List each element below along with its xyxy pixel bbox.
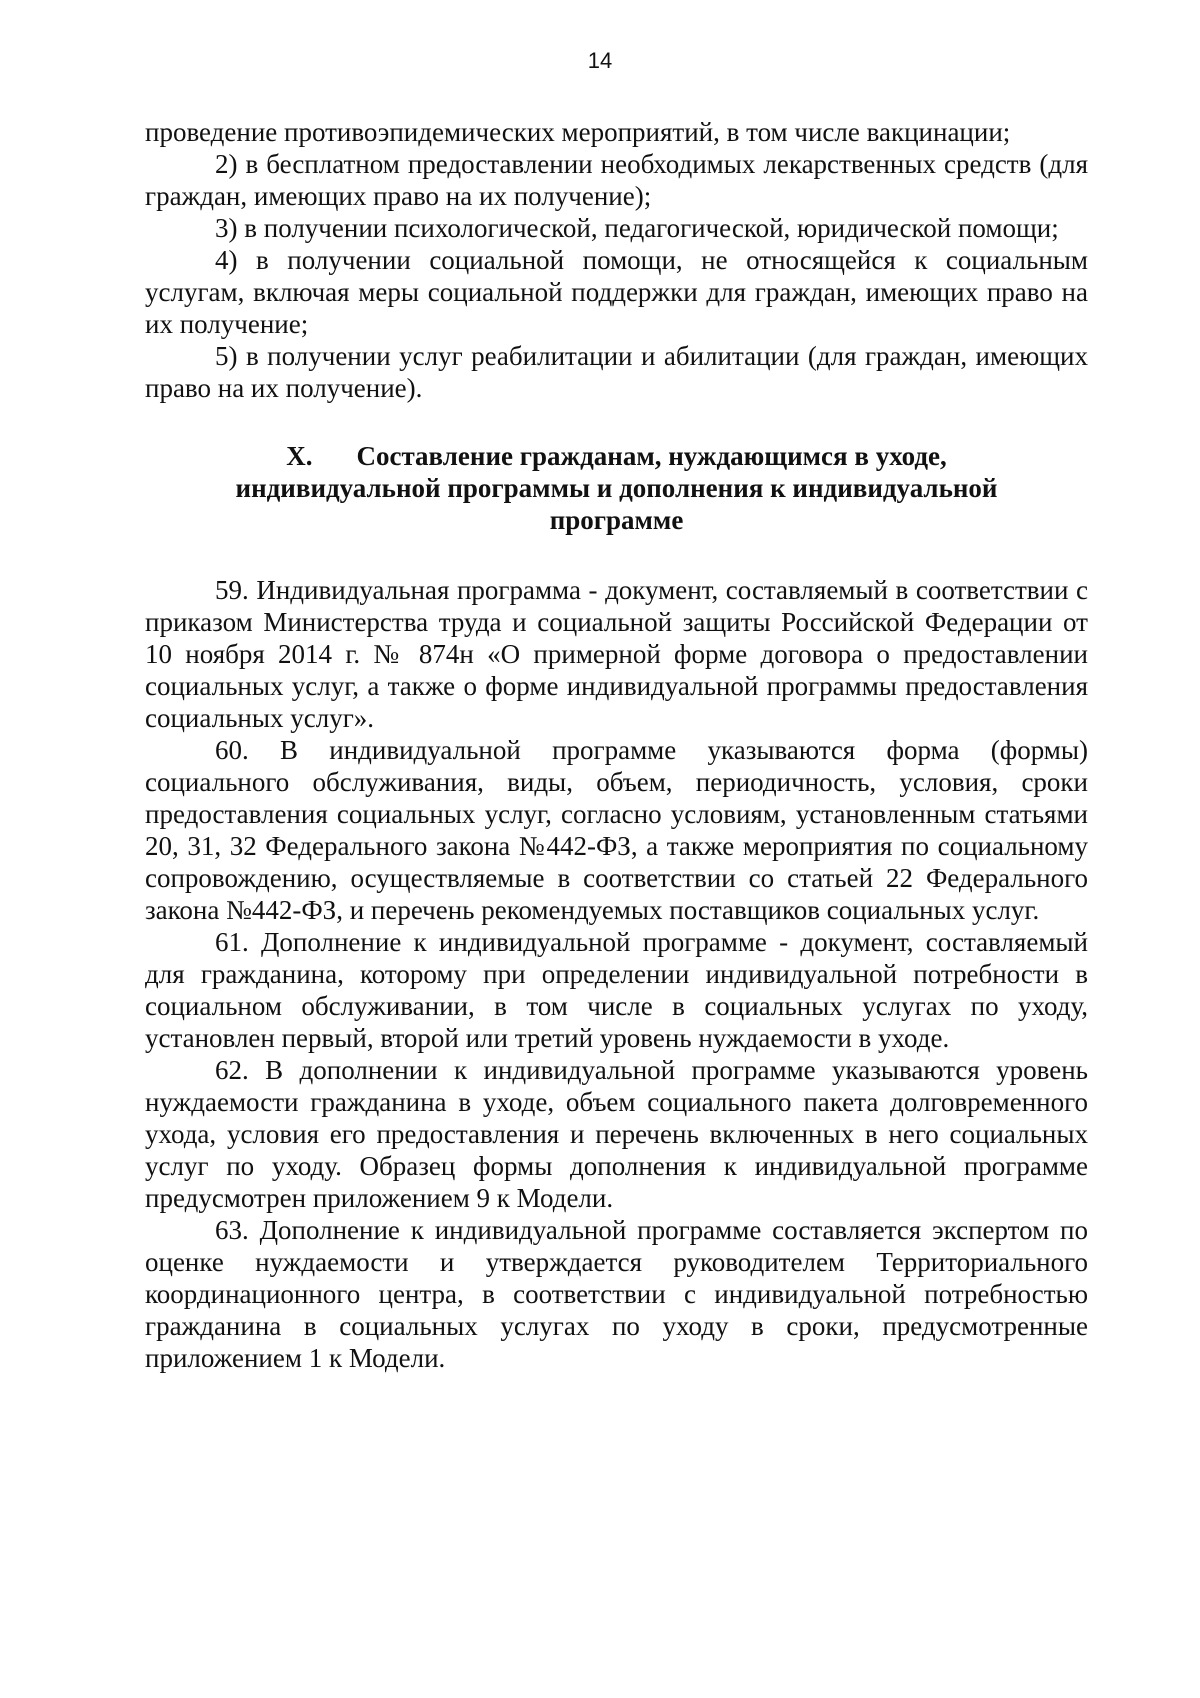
- paragraph-continuation: проведение противоэпидемических мероприятий, в том числе вакцинации;: [145, 117, 1011, 147]
- section-heading-line-1: [145, 440, 1088, 472]
- section-title-line-1: Составление гражданам, нуждающимся в уходе,: [356, 441, 947, 471]
- page-number: 14: [587, 48, 613, 73]
- section-number: X.: [286, 441, 313, 471]
- section-title-line-3: программе: [549, 505, 684, 535]
- section-heading: [145, 440, 1088, 536]
- paragraph-62: 62. В дополнении к индивидуальной программе указываются уровень нуждаемости гражданина в уходе, объем социального пакета долговременного ухода, условия его предоставления и перечень включенных в него социальных услуг по уходу. Образец формы дополнения к индивидуальной программе предусмотрен приложением 9 к Модели.: [145, 1055, 1088, 1213]
- page-content: [145, 116, 1088, 1374]
- paragraph-63: 63. Дополнение к индивидуальной программе составляется экспертом по оценке нуждаемости и утверждается руководителем Территориального координационного центра, в соответствии с индивидуальной потребностью гражданина в социальных услугах по уходу в сроки, предусмотренные приложением 1 к Модели.: [145, 1215, 1088, 1373]
- paragraph-60: 60. В индивидуальной программе указываются форма (формы) социального обслуживания, виды, объем, периодичность, условия, сроки предоставления социальных услуг, согласно условиям, установленным статьями 20, 31, 32 Федерального закона №442-ФЗ, а также мероприятия по социальному сопровождению, осуществляемые в соответствии со статьей 22 Федерального закона №442-ФЗ, и перечень рекомендуемых поставщиков социальных услуг.: [145, 735, 1088, 925]
- list-item-4: 4) в получении социальной помощи, не относящейся к социальным услугам, включая меры социальной поддержки для граждан, имеющих право на их получение;: [145, 245, 1088, 339]
- section-title-line-2: индивидуальной программы и дополнения к индивидуальной: [235, 473, 998, 503]
- list-item-3: 3) в получении психологической, педагогической, юридической помощи;: [215, 213, 1059, 243]
- list-item-5: 5) в получении услуг реабилитации и абилитации (для граждан, имеющих право на их получение).: [145, 341, 1088, 403]
- list-item-2: 2) в бесплатном предоставлении необходимых лекарственных средств (для граждан, имеющих право на их получение);: [145, 149, 1088, 211]
- paragraph-61: 61. Дополнение к индивидуальной программе - документ, составляемый для гражданина, которому при определении индивидуальной потребности в социальном обслуживании, в том числе в социальных услугах по уходу, установлен первый, второй или третий уровень нуждаемости в уходе.: [145, 927, 1088, 1053]
- paragraph-59: 59. Индивидуальная программа - документ, составляемый в соответствии с приказом Министерства труда и социальной защиты Российской Федерации от 10 ноября 2014 г. № 874н «О примерной форме договора о предоставлении социальных услуг, а также о форме индивидуальной программы предоставления социальных услуг».: [145, 575, 1088, 733]
